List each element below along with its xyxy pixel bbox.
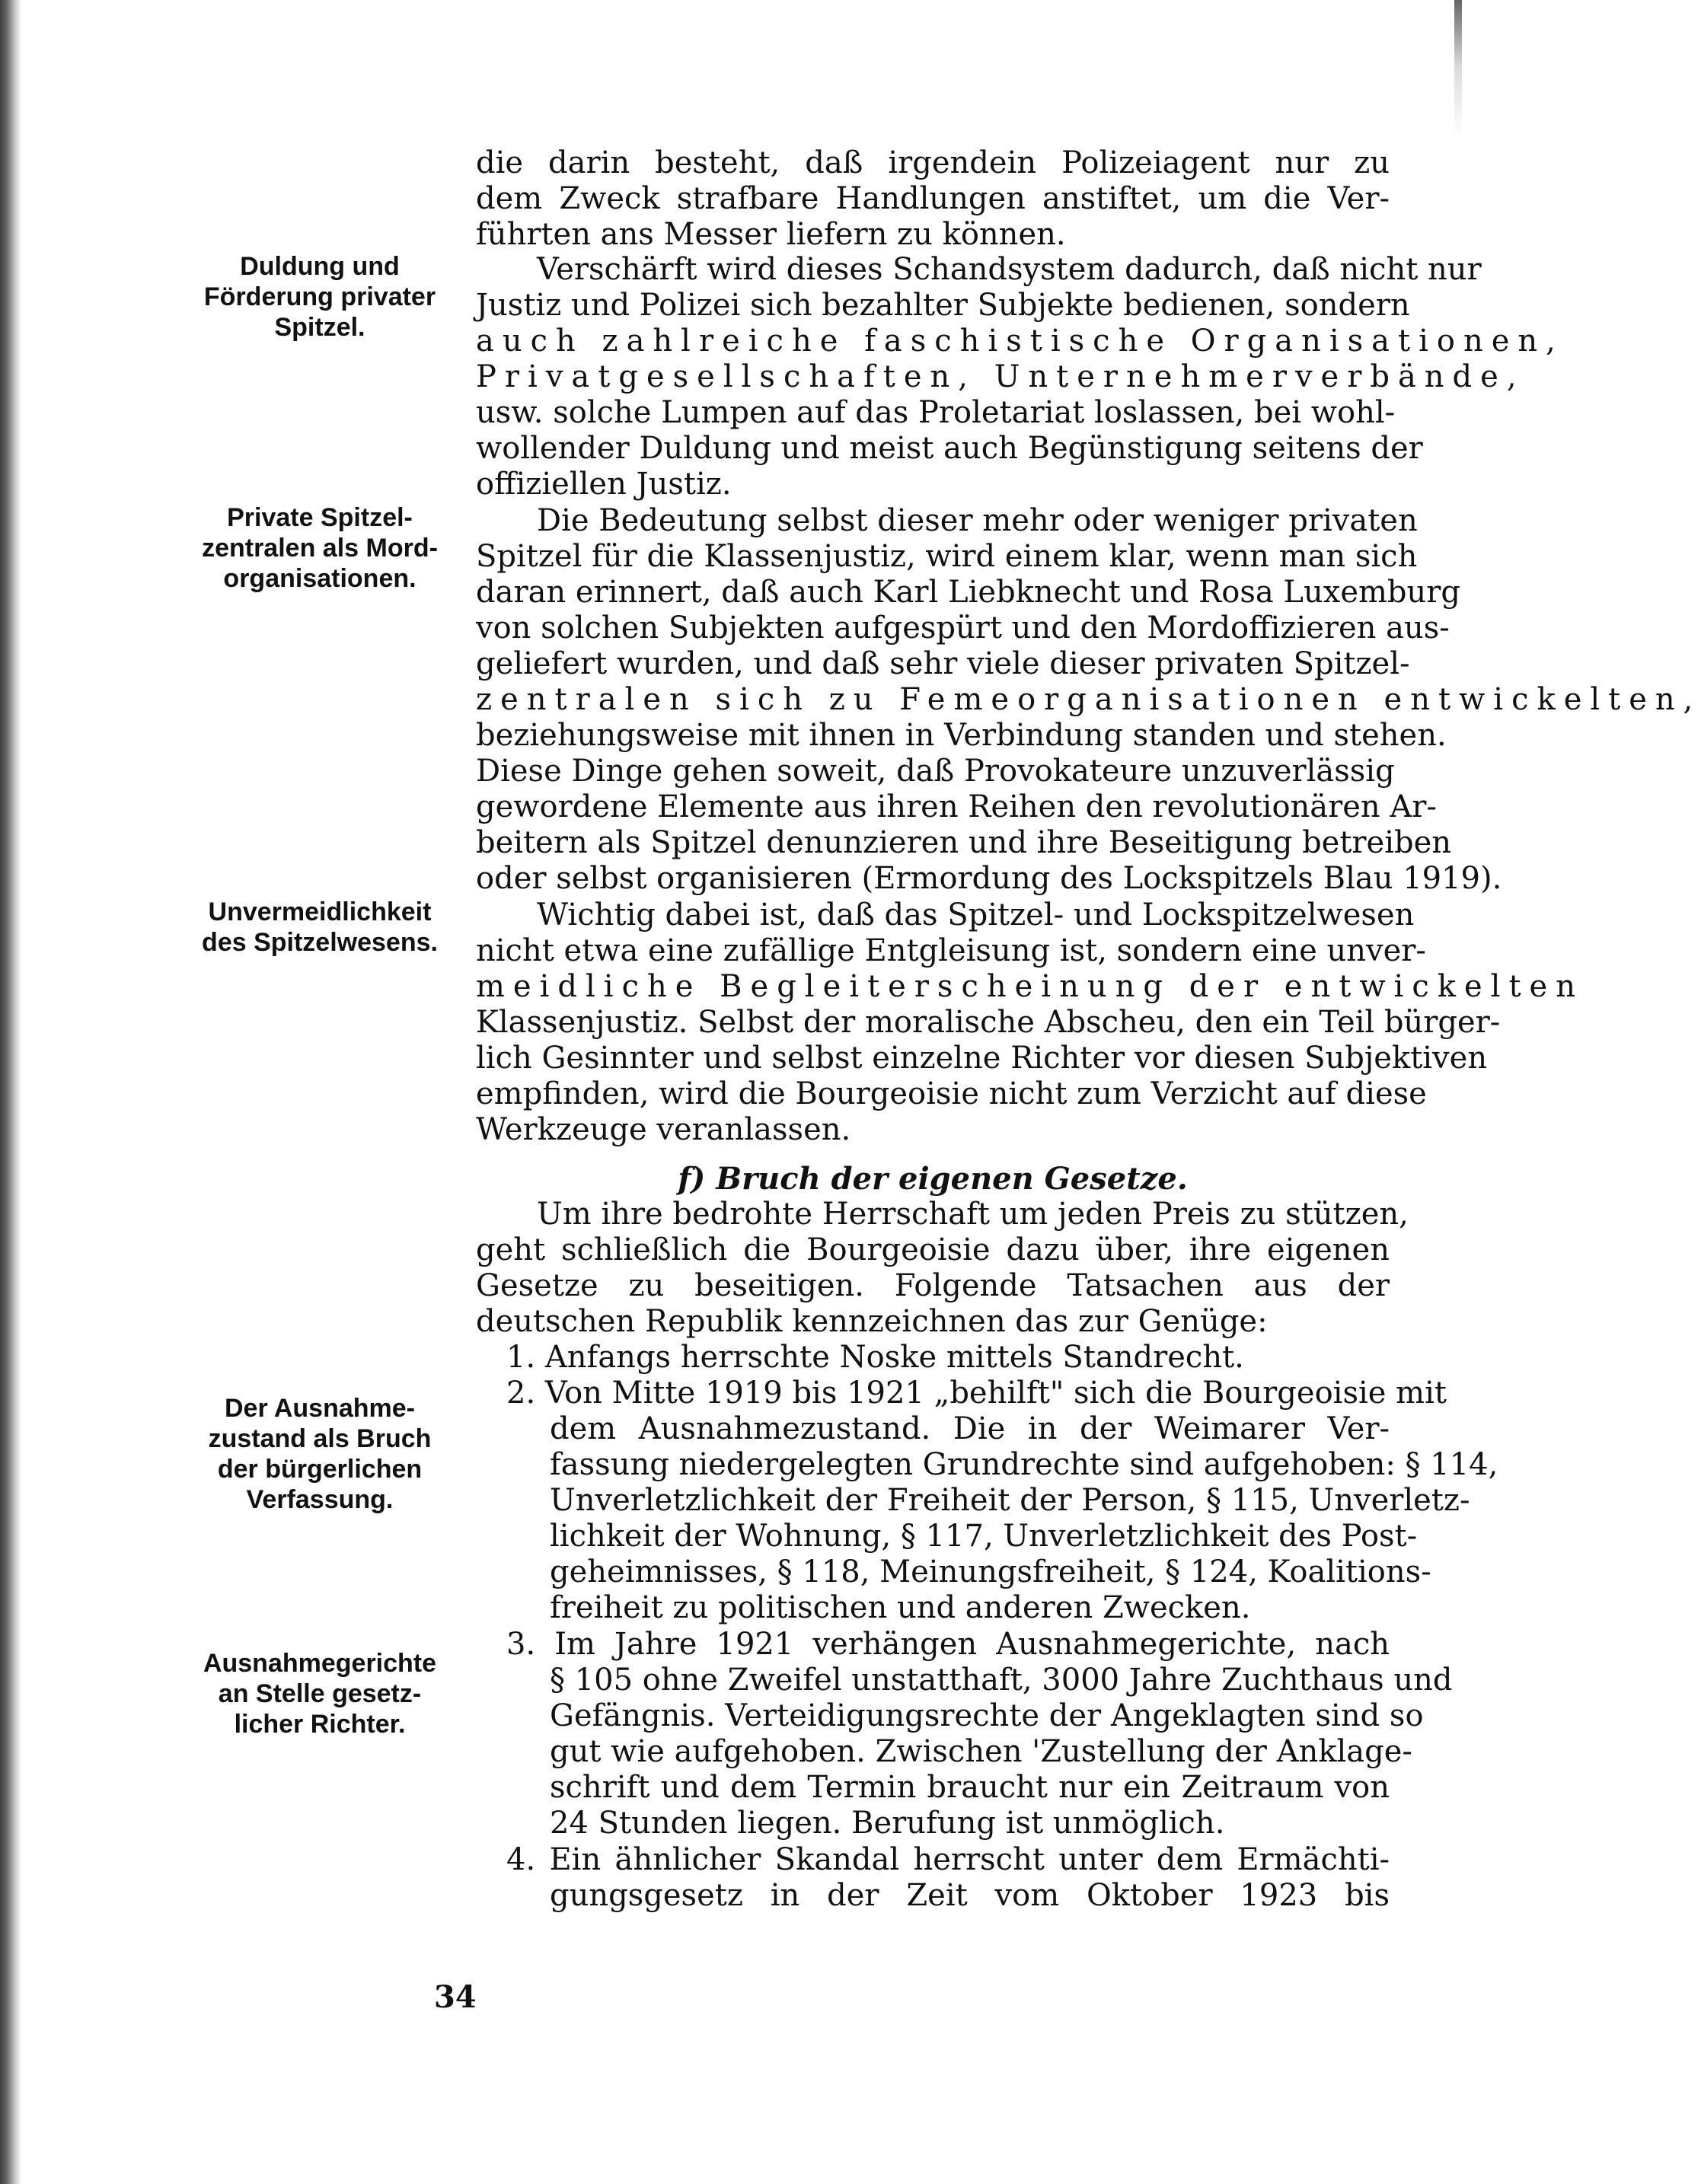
text-line: Gefängnis. Verteidigungsrechte der Angeklagten sind so	[550, 1698, 1424, 1733]
text-line: 2. Von Mitte 1919 bis 1921 „behilft" sich die Bourgeoisie mit	[506, 1376, 1447, 1411]
text-line: oder selbst organisieren (Ermordung des Lockspitzels Blau 1919).	[476, 861, 1502, 896]
text-line: lich Gesinnter und selbst einzelne Richter vor diesen Subjektiven	[476, 1041, 1488, 1076]
text-line: Klassenjustiz. Selbst der moralische Abscheu, den ein Teil bürger-	[476, 1005, 1501, 1040]
text-line: 24 Stunden liegen. Berufung ist unmöglich.	[550, 1806, 1225, 1841]
text-line: Diese Dinge gehen soweit, daß Provokateure unzuverlässig	[476, 754, 1395, 789]
text-line: freiheit zu politischen und anderen Zwecken.	[550, 1590, 1251, 1625]
margin-note: Duldung und Förderung privater Spitzel.	[203, 252, 436, 342]
section-heading: f) Bruch der eigenen Gesetze.	[678, 1161, 1188, 1197]
text-line: beziehungsweise mit ihnen in Verbindung standen und stehen.	[476, 718, 1447, 753]
text-line: daran erinnert, daß auch Karl Liebknecht und Rosa Luxemburg	[476, 575, 1461, 610]
text-line: deutschen Republik kennzeichnen das zur Genüge:	[476, 1304, 1268, 1339]
text-line: 3. Im Jahre 1921 verhängen Ausnahmegerichte, nach	[506, 1627, 1390, 1662]
text-line: wollender Duldung und meist auch Begünstigung seitens der	[476, 431, 1423, 466]
text-line: dem Ausnahmezustand. Die in der Weimarer Ver-	[550, 1411, 1390, 1446]
text-line: geheimnisses, § 118, Meinungsfreiheit, § 124, Koalitions-	[550, 1554, 1431, 1589]
text-line: usw. solche Lumpen auf das Proletariat loslassen, bei wohl-	[476, 395, 1396, 430]
text-line: gungsgesetz in der Zeit vom Oktober 1923 bis	[550, 1878, 1390, 1913]
margin-note: Unvermeidlichkeit des Spitzelwesens.	[202, 898, 438, 957]
text-line: auch zahlreiche faschistische Organisationen,	[476, 324, 1564, 359]
text-line: Gesetze zu beseitigen. Folgende Tatsachen aus der	[476, 1268, 1390, 1303]
text-line: von solchen Subjekten aufgespürt und den Mordoffizieren aus-	[476, 611, 1450, 646]
page-number: 34	[434, 1979, 477, 2015]
text-line: Wichtig dabei ist, daß das Spitzel- und Lockspitzelwesen	[537, 898, 1415, 933]
text-line: beitern als Spitzel denunzieren und ihre Beseitigung betreiben	[476, 825, 1452, 860]
text-line: schrift und dem Termin braucht nur ein Zeitraum von	[550, 1770, 1390, 1805]
text-line: Privatgesellschaften, Unternehmerverbände,	[476, 359, 1525, 394]
text-line: dem Zweck strafbare Handlungen anstiftet, um die Ver-	[476, 181, 1390, 216]
text-line: Spitzel für die Klassenjustiz, wird einem klar, wenn man sich	[476, 539, 1418, 574]
margin-note: Der Ausnahme- zustand als Bruch der bürgerlichen Verfassung.	[208, 1394, 432, 1514]
text-line: führten ans Messer liefern zu können.	[476, 217, 1066, 252]
margin-note: Ausnahmegerichte an Stelle gesetz- licher Richter.	[203, 1649, 437, 1739]
text-line: Um ihre bedrohte Herrschaft um jeden Preis zu stützen,	[537, 1197, 1409, 1232]
text-line: offiziellen Justiz.	[476, 467, 732, 502]
text-line: Werkzeuge veranlassen.	[476, 1112, 851, 1147]
text-line: geht schließlich die Bourgeoisie dazu über, ihre eigenen	[476, 1232, 1390, 1267]
text-line: Justiz und Polizei sich bezahlter Subjekte bedienen, sondern	[476, 288, 1410, 323]
margin-note: Private Spitzel- zentralen als Mord- organisationen.	[202, 503, 438, 593]
text-line: Verschärft wird dieses Schandsystem dadurch, daß nicht nur	[537, 252, 1482, 287]
text-line: lichkeit der Wohnung, § 117, Unverletzlichkeit des Post-	[550, 1519, 1418, 1554]
text-line: geliefert wurden, und daß sehr viele dieser privaten Spitzel-	[476, 646, 1410, 681]
text-line: nicht etwa eine zufällige Entgleisung ist, sondern eine unver-	[476, 933, 1426, 968]
text-line: gewordene Elemente aus ihren Reihen den revolutionären Ar-	[476, 789, 1437, 824]
text-line: Unverletzlichkeit der Freiheit der Person, § 115, Unverletz-	[550, 1483, 1470, 1518]
text-line: Die Bedeutung selbst dieser mehr oder weniger privaten	[537, 503, 1418, 538]
text-line: meidliche Begleiterscheinung der entwickelten	[476, 969, 1584, 1004]
text-line: gut wie aufgehoben. Zwischen 'Zustellung der Anklage-	[550, 1734, 1412, 1769]
text-line: fassung niedergelegten Grundrechte sind aufgehoben: § 114,	[550, 1447, 1498, 1482]
text-line: § 105 ohne Zweifel unstatthaft, 3000 Jahre Zuchthaus und	[550, 1663, 1453, 1698]
text-line: die darin besteht, daß irgendein Polizeiagent nur zu	[476, 145, 1390, 180]
scan-binding-shadow	[0, 0, 21, 2184]
scan-edge-shadow	[1454, 0, 1462, 137]
text-line: zentralen sich zu Femeorganisationen entwickelten,	[476, 682, 1701, 717]
text-line: empfinden, wird die Bourgeoisie nicht zum Verzicht auf diese	[476, 1076, 1427, 1111]
text-line: 1. Anfangs herrschte Noske mittels Standrecht.	[506, 1340, 1244, 1375]
text-line: 4. Ein ähnlicher Skandal herrscht unter dem Ermächti-	[506, 1842, 1390, 1877]
